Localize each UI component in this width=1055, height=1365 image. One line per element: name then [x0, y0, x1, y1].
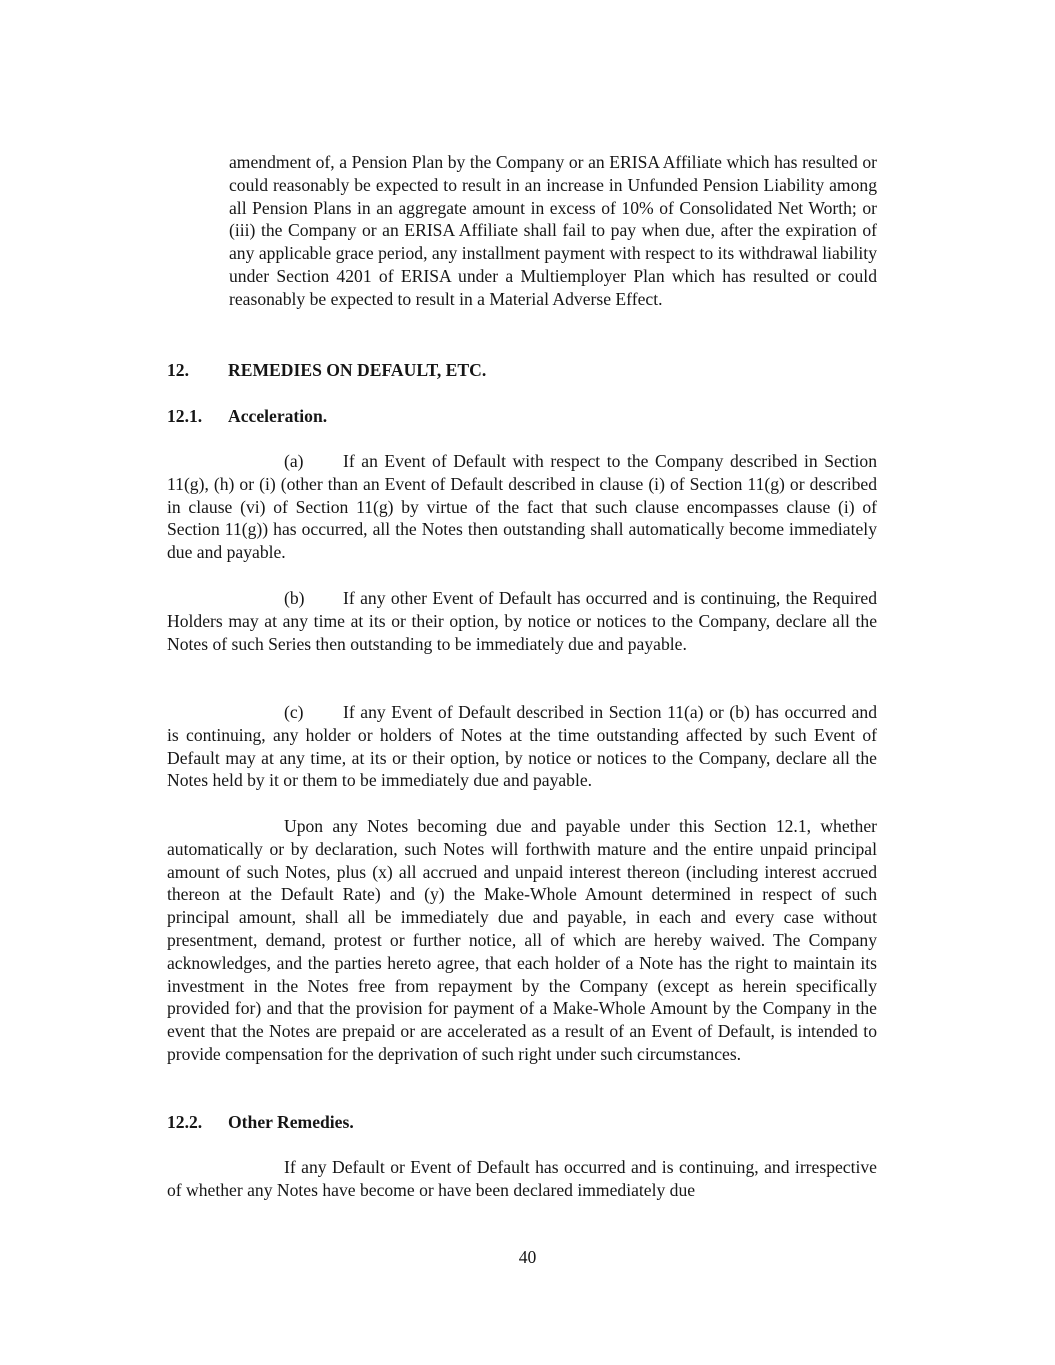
paragraph-a	[167, 450, 877, 564]
paragraph-b-text: If any other Event of Default has occurred and is continuing, the Required Holders may at any time at its or their option, by notice or notices to the Company, declare all the Notes of such Series then outstanding to be immediately due and payable.	[167, 588, 877, 654]
section-12-title: REMEDIES ON DEFAULT, ETC.	[228, 360, 487, 380]
section-12-1-title: Acceleration.	[228, 406, 328, 426]
section-12-2-number: 12.2.	[167, 1112, 203, 1132]
continuation-paragraph: amendment of, a Pension Plan by the Company or an ERISA Affiliate which has resulted or could reasonably be expected to result in an increase in Unfunded Pension Liability among all Pension Plans in an aggregate amount in excess of 10% of Consolidated Net Worth; or (iii) the Company or an ERISA Affiliate shall fail to pay when due, after the expiration of any applicable grace period, any installment payment with respect to its withdrawal liability under Section 4201 of ERISA under a Multiemployer Plan which has resulted or could reasonably be expected to result in a Material Adverse Effect.	[229, 152, 877, 309]
paragraph-b-marker: (b)	[284, 588, 305, 608]
section-12-heading	[167, 359, 486, 382]
paragraph-other-remedies: If any Default or Event of Default has occurred and is continuing, and irrespective of whether any Notes have become or have been declared immediately due	[167, 1157, 877, 1200]
section-12-1-heading	[167, 405, 327, 428]
section-12-number: 12.	[167, 360, 189, 380]
section-12-2-title: Other Remedies.	[228, 1112, 354, 1132]
paragraph-c-text: If any Event of Default described in Section 11(a) or (b) has occurred and is continuing, any holder or holders of Notes at the time outstanding affected by such Event of Default may at any time, at its or their option, by notice or notices to the Company, declare all the Notes held by it or them to be immediately due and payable.	[167, 702, 877, 791]
paragraph-c-marker: (c)	[284, 702, 304, 722]
paragraph-c	[167, 701, 877, 792]
section-12-2-heading	[167, 1111, 354, 1134]
paragraph-upon: Upon any Notes becoming due and payable under this Section 12.1, whether automatically or by declaration, such Notes will forthwith mature and the entire unpaid principal amount of such Notes, plus (x) all accrued and unpaid interest thereon (including interest accrued thereon at the Default Rate) and (y) the Make-Whole Amount determined in respect of such principal amount, shall all be immediately due and payable, in each and every case without presentment, demand, protest or further notice, all of which are hereby waived. The Company acknowledges, and the parties hereto agree, that each holder of a Note has the right to maintain its investment in the Notes free from repayment by the Company (except as herein specifically provided for) and that the provision for payment of a Make-Whole Amount by the Company in the event that the Notes are prepaid or are accelerated as a result of an Event of Default, is intended to provide compensation for the deprivation of such right under such circumstances.	[167, 816, 877, 1064]
section-12-1-number: 12.1.	[167, 406, 203, 426]
page-number: 40	[518, 1247, 537, 1267]
paragraph-a-text: If an Event of Default with respect to the Company described in Section 11(g), (h) or (i) (other than an Event of Default described in clause (i) of Section 11(g) or described in clause (vi) of Section 11(g) by virtue of the fact that such clause encompasses clause (i) of Section 11(g)) has occurred, all the Notes then outstanding shall automatically become immediately due and payable.	[167, 451, 877, 563]
paragraph-b	[167, 587, 877, 655]
paragraph-a-marker: (a)	[284, 451, 304, 471]
